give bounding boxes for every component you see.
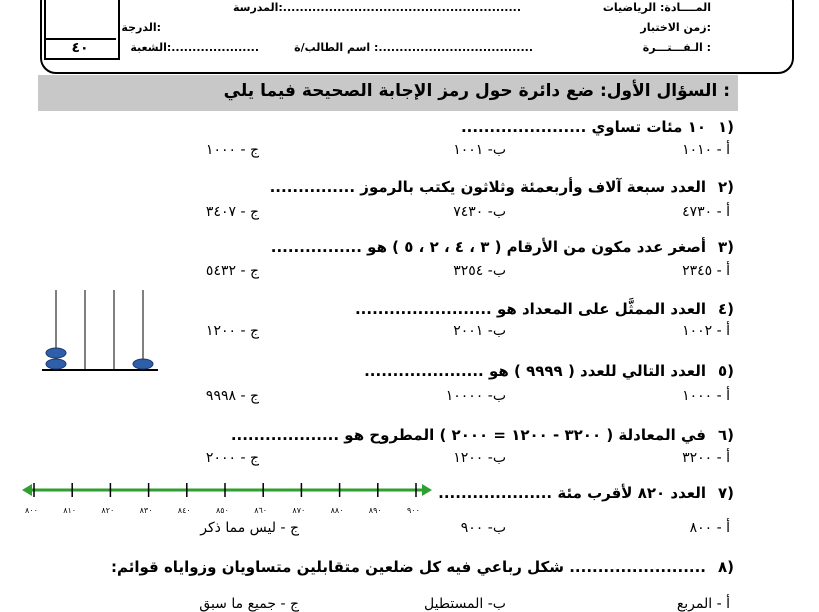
- option-b: ب- ٩٠٠: [460, 520, 506, 536]
- question-number: ٨): [718, 558, 735, 576]
- number-line-label: ٨٣٠: [139, 506, 153, 515]
- option-c: ج - ٥٤٣٢: [205, 263, 259, 279]
- abacus-figure: [38, 286, 162, 376]
- arrow-right-icon: [422, 484, 432, 496]
- student-name-field: اسم الطالب/ة :.....................................: [294, 41, 533, 54]
- total-score: ٤٠: [71, 40, 89, 56]
- duration-label: زمن الاختبار:: [640, 21, 711, 34]
- option-b: ب- ٣٢٥٤: [453, 263, 506, 279]
- question-number: ٥): [718, 362, 735, 380]
- question-text: في المعادلة ( ٣٢٠٠ - ١٢٠٠ = ٢٠٠٠ ) المطروح هو ...................: [230, 426, 706, 444]
- section-field: الشعبة:.....................: [130, 41, 259, 54]
- question-text: العدد التالي للعدد ( ٩٩٩٩ ) هو .....................: [364, 362, 706, 380]
- question-number: ٤): [718, 300, 735, 318]
- question-number: ١): [718, 118, 735, 136]
- question-number: ٢): [718, 178, 735, 196]
- option-c: ج - جميع ما سبق: [199, 596, 299, 612]
- question-number: ٧): [718, 484, 735, 502]
- option-c: ج - ٢٠٠٠: [205, 450, 259, 466]
- abacus-rods: [56, 290, 143, 370]
- option-b: ب- ٧٤٣٠: [453, 204, 506, 220]
- abacus-bead: [46, 359, 66, 369]
- option-a: أ - ١٠٠٢: [682, 323, 730, 339]
- period-label: الـفـــتـــرة :: [642, 41, 711, 54]
- question-text: العدد سبعة آلاف وأربعمئة وثلاثون يكتب بالرموز ...............: [269, 178, 706, 196]
- option-a: أ - ١٠٠٠: [682, 388, 730, 404]
- option-c: ج - ١٠٠٠: [205, 142, 259, 158]
- option-a: أ - ٨٠٠: [689, 520, 730, 536]
- grade-label: الدرجة:: [121, 21, 161, 34]
- option-c: ج - ٣٤٠٧: [205, 204, 259, 220]
- option-a: أ - ٢٣٤٥: [682, 263, 730, 279]
- question-text: أصغر عدد مكون من الأرقام ( ٣ ، ٤ ، ٢ ، ٥ ) هو ................: [270, 238, 706, 256]
- number-line-label: ٨٦٠: [254, 506, 268, 515]
- number-line-figure: [18, 478, 438, 524]
- number-line-label: ٨٢٠: [101, 506, 115, 515]
- abacus-bead: [133, 359, 153, 369]
- option-b: ب- ١٢٠٠: [453, 450, 506, 466]
- question-text: العدد الممثَّل على المعداد هو ........................: [354, 300, 706, 318]
- question-number: ٦): [718, 426, 735, 444]
- abacus-beads: [46, 348, 153, 369]
- school-field: المدرسة:.........................................................: [232, 1, 521, 14]
- option-a: أ - ١٠١٠: [682, 142, 730, 158]
- option-a: أ - المربع: [676, 596, 730, 612]
- number-line-label: ٨١٠: [63, 506, 77, 515]
- subject-label: المــــادة: الرياضيات: [602, 1, 711, 14]
- abacus-bead: [46, 348, 66, 358]
- option-a: أ - ٤٧٣٠: [682, 204, 730, 220]
- arrow-left-icon: [22, 484, 32, 496]
- number-line-label: ٨٤٠: [177, 506, 191, 515]
- number-line-label: ٨٩٠: [368, 506, 382, 515]
- number-line-label: ٨٧٠: [292, 506, 306, 515]
- question-number: ٣): [718, 238, 735, 256]
- number-line-label: ٩٠٠: [407, 506, 420, 515]
- option-b: ب- ٢٠٠١: [453, 323, 506, 339]
- question-text: ........................ شكل رباعي فيه كل ضلعين متقابلين متساويان وزواياه قوائم:: [110, 558, 706, 576]
- number-line-label: ٨٨٠: [330, 506, 344, 515]
- section-banner: [38, 75, 738, 111]
- question-text: العدد ٨٢٠ لأقرب مئة ....................: [438, 484, 706, 502]
- number-line-label: ٨٠٠: [25, 506, 38, 515]
- question-text: ١٠ مئات تساوي ......................: [460, 118, 706, 136]
- option-b: ب- ١٠٠٠٠: [445, 388, 506, 404]
- option-b: ب- المستطيل: [424, 596, 506, 612]
- number-line-label: ٨٥٠: [216, 506, 229, 515]
- section-title: السؤال الأول: ضع دائرة حول رمز الإجابة الصحيحة فيما يلي :: [223, 81, 730, 101]
- option-c: ج - ١٢٠٠: [205, 323, 259, 339]
- option-c: ج - ٩٩٩٨: [205, 388, 259, 404]
- option-b: ب- ١٠٠١: [453, 142, 506, 158]
- option-a: أ - ٣٢٠٠: [682, 450, 730, 466]
- option-c: ج - ليس مما ذكر: [200, 520, 299, 536]
